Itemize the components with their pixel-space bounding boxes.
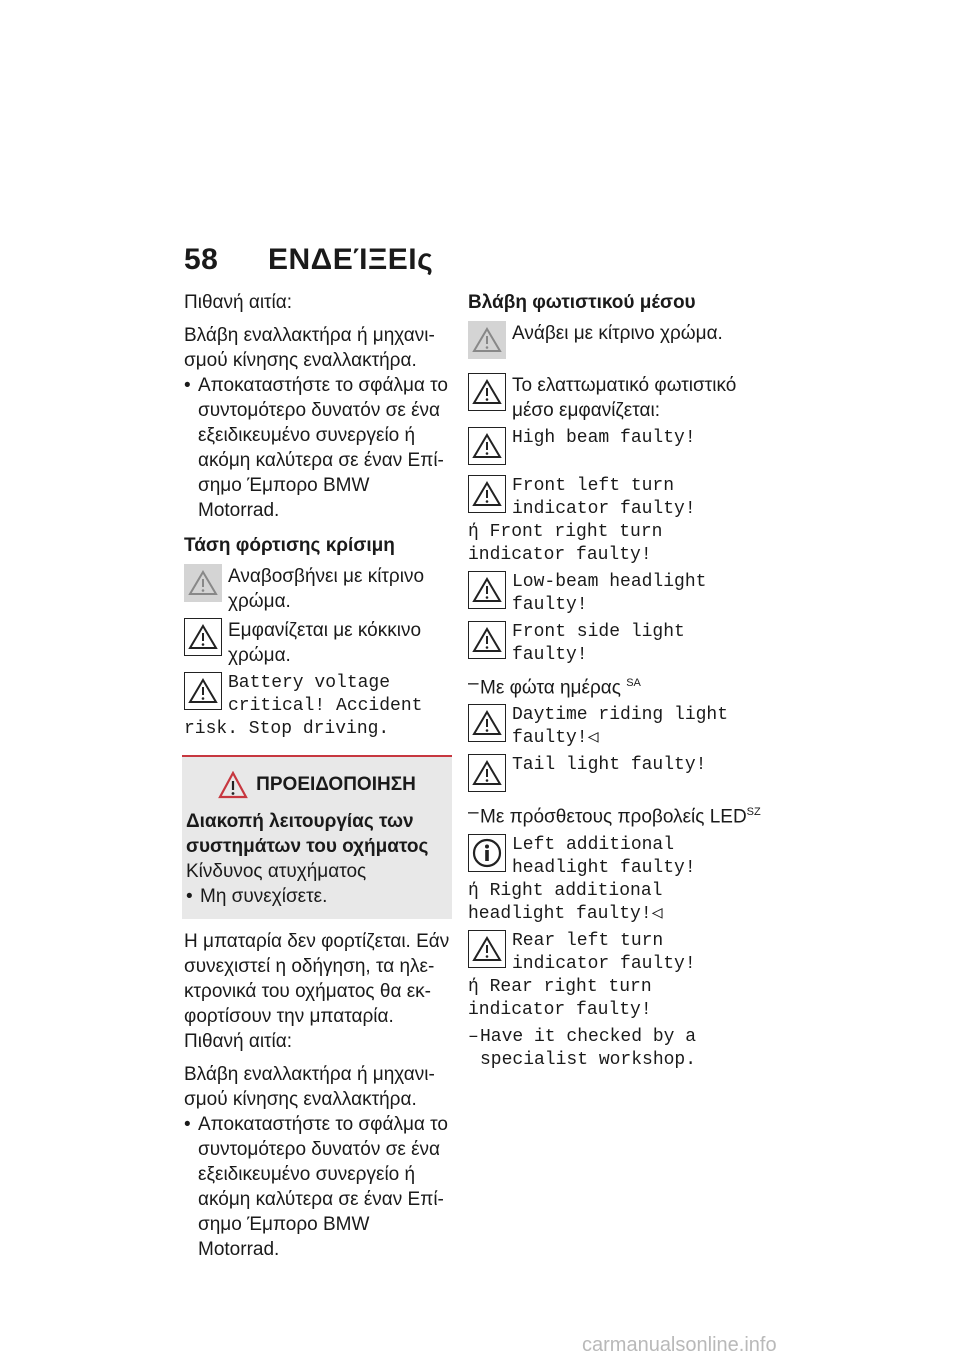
left-column	[184, 290, 452, 1262]
display-message-line: ή Front right turn	[468, 522, 663, 542]
warning-triangle-icon	[468, 427, 506, 465]
option-label-text: Με πρόσθετους προβολείς LED	[480, 806, 747, 828]
message-row-drl	[468, 704, 768, 750]
display-message-line: ή Rear right turn	[468, 976, 652, 997]
display-message-line: Low-beam headlight	[512, 572, 707, 592]
action-bullet: • Αποκαταστήστε το σφάλμα το συντομότερο δυνατόν σε ένα εξειδικευμένο συνεργείο ή ακόμη καλύτερα σε έναν Επί-σημο Έμπορο BMW Motorrad.	[184, 373, 452, 523]
display-message-line: faulty!	[512, 645, 588, 665]
display-message: Tail light faulty!	[512, 755, 707, 776]
message-row-rear-left	[468, 930, 768, 976]
display-message-line: headlight faulty!◁	[468, 903, 663, 924]
display-message-line: faulty!◁	[512, 728, 599, 749]
display-message-line: Left additional	[512, 834, 675, 855]
display-message-line: – Have it checked by a	[480, 1026, 697, 1047]
display-message-line: Battery voltage	[228, 673, 391, 693]
section-heading: Τάση φόρτισης κρίσιμη	[184, 535, 395, 556]
cause-label: Πιθανή αιτία:	[184, 1031, 293, 1052]
display-message	[228, 672, 422, 718]
display-message-line: Front left turn	[512, 476, 675, 496]
warning-triangle-icon	[468, 475, 506, 513]
yellow-indicator-row	[184, 564, 452, 614]
message-row-tail	[468, 754, 768, 792]
display-message-line: Daytime riding light	[512, 705, 729, 726]
cause-text: Βλάβη εναλλακτήρα ή μηχανι-σμού κίνησης εναλλακτήρα.	[184, 325, 435, 371]
right-column	[468, 290, 768, 1072]
option-label	[468, 671, 768, 700]
message-row-low-beam	[468, 571, 768, 617]
display-message	[512, 930, 696, 976]
display-message-line: indicator faulty!	[468, 999, 652, 1020]
message-row-side-light	[468, 621, 768, 667]
warning-triangle-icon	[468, 571, 506, 609]
display-message-line: headlight faulty!	[512, 857, 696, 878]
display-message	[512, 571, 706, 617]
display-message-line: indicator faulty!	[512, 499, 696, 519]
warning-box	[182, 755, 452, 919]
display-message-line: risk. Stop driving.	[184, 719, 390, 739]
indicator-description: Ανάβει με κίτρινο χρώμα.	[512, 323, 723, 344]
cause-text: Βλάβη εναλλακτήρα ή μηχανι-σμού κίνησης εναλλακτήρα.	[184, 1064, 435, 1110]
warning-triangle-icon	[468, 373, 506, 411]
warning-triangle-icon	[184, 618, 222, 656]
option-label	[468, 800, 768, 829]
red-indicator-row	[184, 618, 452, 668]
yellow-indicator-row	[468, 321, 768, 359]
page-header	[184, 243, 433, 277]
check-instruction	[468, 1026, 768, 1072]
option-code: SA	[626, 677, 641, 689]
shown-row	[468, 373, 768, 423]
display-message: High beam faulty!	[512, 428, 696, 448]
display-message-line: Front side light	[512, 622, 685, 642]
display-message-line: Rear left turn	[512, 930, 664, 951]
display-message-line: critical! Accident	[228, 696, 423, 716]
warning-triangle-icon	[468, 704, 506, 742]
display-message-line: specialist workshop.	[480, 1049, 697, 1070]
warning-triangle-icon	[218, 771, 248, 799]
display-message	[512, 704, 728, 750]
warning-triangle-icon	[468, 754, 506, 792]
indicator-description: Το ελαττωματικό φωτιστικό μέσο εμφανίζεται:	[512, 375, 737, 421]
action-bullet: • Αποκαταστήστε το σφάλμα το συντομότερο δυνατόν σε ένα εξειδικευμένο συνεργείο ή ακόμη καλύτερα σε έναν Επί-σημο Έμπορο BMW Motorrad.	[184, 1112, 452, 1262]
warning-triangle-icon	[468, 930, 506, 968]
warning-triangle-icon	[184, 672, 222, 710]
warning-triangle-icon	[468, 321, 506, 359]
display-message	[512, 621, 685, 667]
display-message-line: ή Right additional	[468, 880, 663, 901]
message-row-high-beam	[468, 427, 768, 465]
page-number: 58	[184, 243, 219, 276]
display-message-line: faulty!	[512, 595, 588, 615]
warning-triangle-icon	[184, 564, 222, 602]
cause-label: Πιθανή αιτία:	[184, 292, 293, 313]
message-row-left-additional	[468, 834, 768, 880]
chapter-title: ΕΝΔΕΊΞΕΙς	[268, 243, 434, 276]
warning-risk: Κίνδυνος ατυχήματος	[186, 861, 367, 882]
option-code: SZ	[746, 806, 761, 819]
warning-triangle-icon	[468, 621, 506, 659]
info-icon	[468, 834, 506, 872]
display-message-line: indicator faulty!	[512, 953, 696, 974]
display-message	[512, 475, 696, 521]
indicator-description: Αναβοσβήνει με κίτρινο χρώμα.	[228, 566, 425, 612]
display-message-line: indicator faulty!	[468, 545, 652, 565]
watermark: carmanualsonline.info	[582, 1334, 777, 1356]
warning-title-text: ΠΡΟΕΙΔΟΠΟΙΗΣΗ	[256, 774, 416, 795]
display-message-row	[184, 672, 452, 718]
section-heading: Βλάβη φωτιστικού μέσου	[468, 292, 696, 313]
display-message	[512, 834, 696, 880]
warning-subtitle: Διακοπή λειτουργίας των συστημάτων του οχήματος	[186, 811, 429, 857]
description-paragraph: Η μπαταρία δεν φορτίζεται. Εάν συνεχιστεί η οδήγηση, τα ηλε-κτρονικά του οχήματος θα εκ-φορτίσουν την μπαταρία.	[184, 931, 450, 1027]
warning-title	[186, 771, 448, 799]
message-row-front-left	[468, 475, 768, 521]
warning-advice: • Μη συνεχίσετε.	[186, 884, 448, 909]
option-label-text: Με φώτα ημέρας	[480, 677, 621, 699]
indicator-description: Εμφανίζεται με κόκκινο χρώμα.	[228, 620, 422, 666]
